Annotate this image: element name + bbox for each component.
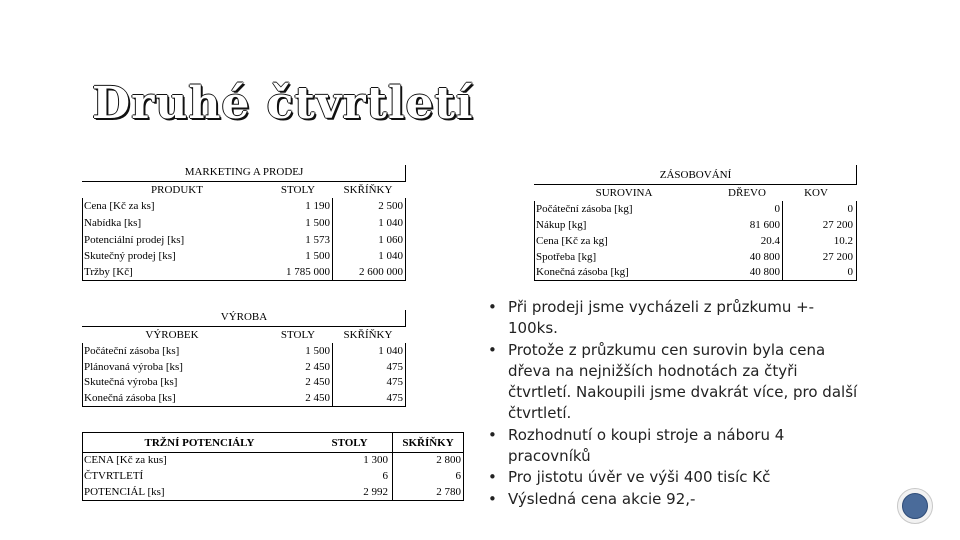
skrinky-value: 2 800 <box>436 454 461 466</box>
row-label: Počáteční zásoba [kg] <box>536 203 633 215</box>
table-row <box>82 249 406 264</box>
nav-circle-icon <box>902 493 928 519</box>
drevo-value: 81 600 <box>749 219 780 231</box>
skrinky-value: 1 040 <box>378 217 403 229</box>
table-row <box>82 344 406 359</box>
bullet-dot: • <box>488 468 497 487</box>
vyroba-top-rule <box>82 326 406 327</box>
bullet-text: Protože z průzkumu cen surovin byla cena dřeva na nejnižších hodnotách za čtyři čtvrtletí. Nakoupili jsme dvakrát více, pro další čtvrtletí. <box>508 340 858 423</box>
table-row <box>82 453 464 468</box>
row-label: Cena [Kč za kg] <box>536 235 608 247</box>
table-row <box>82 199 406 214</box>
vyroba-right-rule <box>405 310 406 327</box>
trzni-top-rule <box>82 432 464 433</box>
table-row <box>82 375 406 390</box>
stoly-value: 2 450 <box>305 361 330 373</box>
marketing-top-rule <box>82 181 406 182</box>
stoly-value: 2 450 <box>305 392 330 404</box>
vyroba-col-stoly: STOLY <box>280 329 316 341</box>
row-label: Spotřeba [kg] <box>536 251 597 263</box>
vyroba-bottom-rule <box>82 406 406 407</box>
row-label: Konečná zásoba [kg] <box>536 266 629 278</box>
table-row <box>82 469 464 484</box>
marketing-right-rule <box>405 165 406 182</box>
skrinky-value: 1 060 <box>378 234 403 246</box>
bullet-text: Při prodeji jsme vycházeli z průzkumu +- 100ks. <box>508 298 815 338</box>
skrinky-value: 2 600 000 <box>359 266 403 278</box>
zasobovani-col-drevo: DŘEVO <box>728 187 766 199</box>
skrinky-value: 475 <box>386 392 403 404</box>
zasobovani-right-rule <box>856 165 857 185</box>
marketing-col-produkt: PRODUKT <box>151 184 203 196</box>
bullet-text: Pro jistotu úvěr ve výši 400 tisíc Kč <box>508 468 771 487</box>
vyroba-heading: VÝROBA <box>220 311 268 323</box>
stoly-value: 1 300 <box>363 454 388 466</box>
skrinky-value: 2 780 <box>436 486 461 498</box>
vyroba-col-vyrobek: VÝROBEK <box>145 329 199 341</box>
row-label: Cena [Kč za ks] <box>84 200 155 212</box>
row-label: Tržby [Kč] <box>84 266 133 278</box>
kov-value: 10.2 <box>833 235 853 247</box>
marketing-col-stoly: STOLY <box>280 184 316 196</box>
stoly-value: 2 450 <box>305 376 330 388</box>
table-row <box>82 233 406 248</box>
table-row <box>82 391 406 406</box>
zasobovani-heading: ZÁSOBOVÁNÍ <box>659 169 732 181</box>
bullet-dot: • <box>488 298 497 316</box>
row-label: Plánovaná výroba [ks] <box>84 361 183 373</box>
row-label: Potenciální prodej [ks] <box>84 234 185 246</box>
row-label: Konečná zásoba [ks] <box>84 392 176 404</box>
skrinky-value: 475 <box>386 361 403 373</box>
skrinky-value: 2 500 <box>378 200 403 212</box>
stoly-value: 1 573 <box>305 234 330 246</box>
table-row <box>534 234 857 249</box>
drevo-value: 40 800 <box>749 251 780 263</box>
drevo-value: 20.4 <box>760 235 780 247</box>
slide-nav-button[interactable] <box>897 488 933 524</box>
list-item <box>482 340 860 425</box>
kov-value: 0 <box>847 266 853 278</box>
list-item <box>482 425 860 468</box>
row-label: Skutečná výroba [ks] <box>84 376 178 388</box>
list-item <box>482 297 860 340</box>
kov-value: 27 200 <box>822 251 853 263</box>
stoly-value: 2 992 <box>363 486 388 498</box>
trzni-bottom-rule <box>82 500 464 501</box>
kov-value: 27 200 <box>822 219 853 231</box>
trzni-heading: TRŽNÍ POTENCIÁLY <box>144 437 255 449</box>
page-title: Druhé čtvrtletí <box>92 78 474 129</box>
skrinky-value: 475 <box>386 376 403 388</box>
vyroba-table <box>82 310 406 408</box>
stoly-value: 1 190 <box>305 200 330 212</box>
row-label: Nákup [kg] <box>536 219 587 231</box>
notes-bullet-list <box>482 297 860 510</box>
vyroba-col-skrinky: SKŘÍŇKY <box>343 329 393 341</box>
bullet-dot: • <box>488 340 497 359</box>
stoly-value: 1 785 000 <box>286 266 330 278</box>
drevo-value: 40 800 <box>749 266 780 278</box>
table-row <box>82 360 406 375</box>
row-label: Nabídka [ks] <box>84 217 142 229</box>
zasobovani-table <box>534 165 857 283</box>
zasobovani-col-kov: KOV <box>804 187 828 199</box>
trzni-col-skrinky: SKŘÍŇKY <box>402 437 454 449</box>
bullet-dot: • <box>488 489 497 508</box>
table-row <box>82 216 406 231</box>
stoly-value: 1 500 <box>305 250 330 262</box>
kov-value: 0 <box>847 203 853 215</box>
list-item <box>482 489 860 510</box>
table-row <box>534 265 857 280</box>
row-label: ČTVRTLETÍ <box>84 470 144 482</box>
zasobovani-bottom-rule <box>534 280 857 281</box>
stoly-value: 1 500 <box>305 345 330 357</box>
bullet-text: Výsledná cena akcie 92,- <box>508 489 696 508</box>
row-label: POTENCIÁL [ks] <box>84 486 165 498</box>
table-row <box>82 265 406 280</box>
row-label: CENA [Kč za kus] <box>84 454 167 466</box>
table-row <box>534 218 857 233</box>
row-label: Skutečný prodej [ks] <box>84 250 176 262</box>
marketing-col-skrinky: SKŘÍŇKY <box>343 184 393 196</box>
marketing-heading: MARKETING A PRODEJ <box>184 166 304 178</box>
stoly-value: 1 500 <box>305 217 330 229</box>
bullet-dot: • <box>488 425 497 444</box>
table-row <box>82 485 464 500</box>
trzni-potencialy-table <box>82 432 464 502</box>
table-row <box>534 202 857 217</box>
marketing-bottom-rule <box>82 280 406 281</box>
bullet-text: Rozhodnutí o koupi stroje a náboru 4 pracovníků <box>508 425 785 466</box>
skrinky-value: 1 040 <box>378 250 403 262</box>
drevo-value: 0 <box>774 203 780 215</box>
marketing-table <box>82 165 406 283</box>
zasobovani-col-surovina: SUROVINA <box>595 187 653 199</box>
list-item <box>482 467 860 488</box>
row-label: Počáteční zásoba [ks] <box>84 345 180 357</box>
table-row <box>534 250 857 265</box>
stoly-value: 6 <box>382 470 388 482</box>
zasobovani-top-rule <box>534 184 857 185</box>
skrinky-value: 1 040 <box>378 345 403 357</box>
skrinky-value: 6 <box>455 470 461 482</box>
trzni-col-stoly: STOLY <box>331 437 368 449</box>
